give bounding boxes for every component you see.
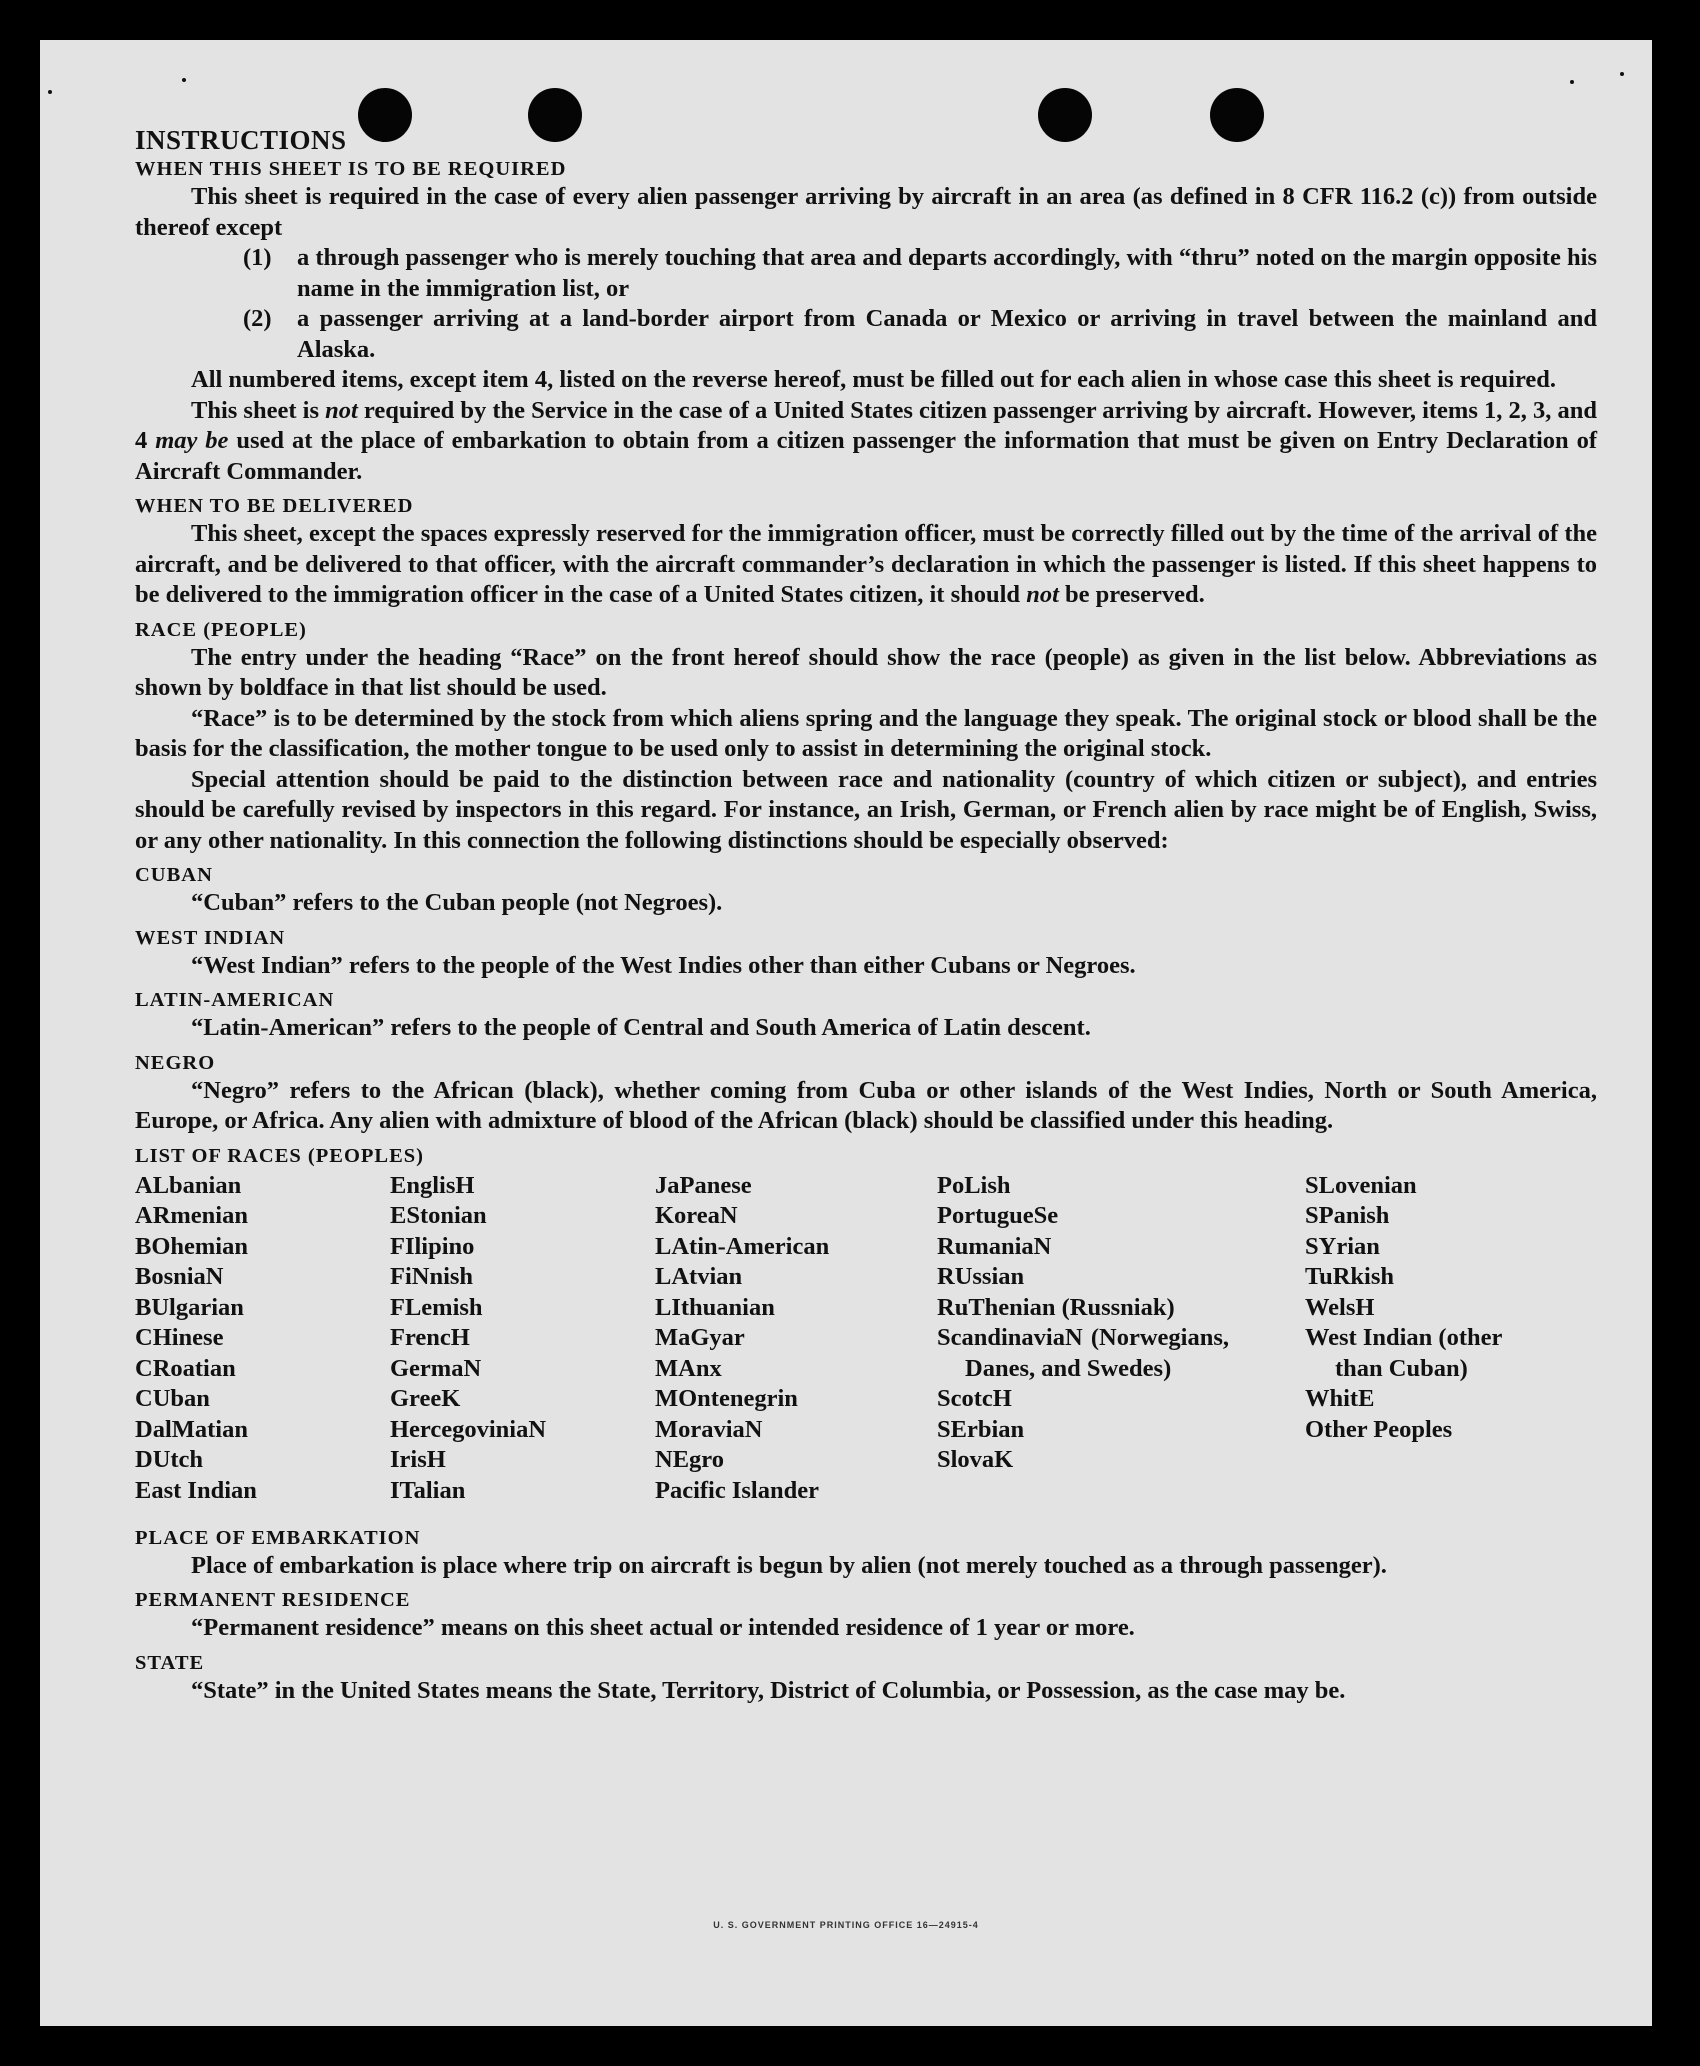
list-item: FLemish — [390, 1293, 483, 1321]
list-item: West Indian (other than Cuban) — [1305, 1324, 1502, 1382]
list-item: JaPanese — [655, 1171, 752, 1199]
paragraph: This sheet is required in the case of every alien passenger arriving by aircraft in an area (as defined in 8 CFR 116.2 (c)) from outside thereof except — [135, 183, 1597, 241]
list-item: MaGyar — [655, 1324, 745, 1351]
list-item: SLovenian — [1305, 1171, 1417, 1199]
section-heading-negro: NEGRO — [135, 1051, 216, 1074]
races-list — [135, 1171, 1597, 1519]
list-item: LAtin-American — [655, 1232, 830, 1260]
list-item: PoLish — [937, 1171, 1011, 1199]
list-item: KoreaN — [655, 1202, 738, 1229]
list-item: FIlipino — [390, 1232, 475, 1260]
speck — [182, 78, 186, 82]
races-column-1 — [135, 1171, 355, 1507]
list-item: FiNnish — [390, 1263, 474, 1290]
list-item: RUssian — [937, 1263, 1025, 1290]
item-number: (2) — [243, 305, 272, 332]
speck — [1570, 80, 1574, 84]
list-item: ScotcH — [937, 1385, 1012, 1412]
paragraph: “Permanent residence” means on this sheet actual or intended residence of 1 year or more. — [191, 1614, 1135, 1641]
section-heading-residence: PERMANENT RESIDENCE — [135, 1589, 411, 1611]
speck — [1620, 72, 1624, 76]
list-item: SlovaK — [937, 1446, 1014, 1473]
paragraph: “Negro” refers to the African (black), whether coming from Cuba or other islands of the West Indies, North or South America, Europe, or Africa. Any alien with admixture of blood of the African (black) should be classified under this heading. — [135, 1076, 1597, 1134]
section-heading-list-of-races: LIST OF RACES (PEOPLES) — [135, 1144, 424, 1167]
list-item: SYrian — [1305, 1232, 1380, 1260]
document-sheet — [40, 40, 1652, 2026]
printer-imprint: U. S. GOVERNMENT PRINTING OFFICE 16—24915-4 — [713, 1920, 979, 1930]
paragraph: “State” in the United States means the State, Territory, District of Columbia, or Possession, as the case may be. — [191, 1676, 1346, 1704]
list-item: MoraviaN — [655, 1415, 763, 1443]
paragraph: Special attention should be paid to the distinction between race and nationality (country of which citizen or subject), and entries should be carefully revised by inspectors in this regard. For instance, an Irish, German, or French alien by race might be of English, Swiss, or any other nationality. In this connection the following distinctions should be especially observed: — [135, 765, 1597, 854]
list-item: Other Peoples — [1305, 1415, 1453, 1443]
list-item: IrisH — [390, 1446, 446, 1473]
section-heading-state: STATE — [135, 1651, 205, 1674]
list-item: FrencH — [390, 1324, 470, 1351]
list-item: LIthuanian — [655, 1293, 775, 1321]
list-item: MOntenegrin — [655, 1385, 798, 1412]
list-item: ALbanian — [135, 1171, 242, 1199]
list-item: ScandinaviaN (Norwegians, Danes, and Swedes) — [937, 1324, 1229, 1382]
list-item: BUlgarian — [135, 1293, 244, 1321]
section-heading-embarkation: PLACE OF EMBARKATION — [135, 1526, 421, 1549]
list-item: WhitE — [1305, 1385, 1375, 1412]
list-item: DUtch — [135, 1446, 204, 1473]
paragraph: “Race” is to be determined by the stock from which aliens spring and the language they speak. The original stock or blood shall be the basis for the classification, the mother tongue to be used only to assist in determining the original stock. — [135, 704, 1597, 762]
list-item: DalMatian — [135, 1415, 248, 1443]
list-item — [135, 304, 1597, 365]
paragraph: This sheet, except the spaces expressly reserved for the immigration officer, must be correctly filled out by the time of the arrival of the aircraft, and be delivered to that officer, with the aircraft commander’s declaration in which the passenger is listed. If this sheet happens to be delivered to the immigration officer in the case of a United States citizen, it should not be preserved. — [135, 520, 1597, 608]
list-item: CHinese — [135, 1324, 224, 1351]
item-text: a through passenger who is merely touching that area and departs accordingly, with “thru” noted on the margin opposite his name in the immigration list, or — [297, 244, 1597, 302]
paragraph: The entry under the heading “Race” on the front hereof should show the race (people) as given in the list below. Abbreviations as shown by boldface in that list should be used. — [135, 643, 1597, 701]
list-item: NEgro — [655, 1446, 724, 1473]
list-item: TuRkish — [1305, 1263, 1395, 1290]
list-item: BOhemian — [135, 1232, 248, 1260]
races-column-4 — [937, 1171, 1229, 1476]
list-item: LAtvian — [655, 1263, 743, 1290]
list-item: ARmenian — [135, 1202, 248, 1229]
section-heading-required: WHEN THIS SHEET IS TO BE REQUIRED — [135, 158, 567, 180]
list-item: RumaniaN — [937, 1232, 1052, 1260]
list-item: Pacific Islander — [655, 1476, 819, 1504]
list-item: East Indian — [135, 1476, 257, 1504]
races-column-5 — [1305, 1171, 1555, 1446]
list-item: SPanish — [1305, 1202, 1390, 1229]
instructions-body — [135, 124, 1597, 1706]
list-item: HercegoviniaN — [390, 1415, 547, 1443]
races-column-3 — [655, 1171, 895, 1507]
list-item: BosniaN — [135, 1263, 224, 1290]
races-column-2 — [390, 1171, 610, 1507]
list-item: GreeK — [390, 1385, 461, 1412]
speck — [48, 90, 52, 94]
list-item: SErbian — [937, 1415, 1025, 1443]
item-number: (1) — [243, 244, 272, 271]
list-item: CRoatian — [135, 1354, 236, 1382]
paragraph: This sheet is not required by the Service in the case of a United States citizen passenger arriving by aircraft. However, items 1, 2, 3, and 4 may be used at the place of embarkation to obtain from a citizen passenger the information that must be given on Entry Declaration of Aircraft Commander. — [135, 396, 1598, 485]
list-item: MAnx — [655, 1354, 722, 1382]
list-item: GermaN — [390, 1354, 482, 1382]
section-heading-latin-american: LATIN-AMERICAN — [135, 989, 335, 1011]
paragraph: All numbered items, except item 4, listed on the reverse hereof, must be filled out for each alien in whose case this sheet is required. — [191, 366, 1557, 393]
list-item — [135, 243, 1597, 304]
list-item: RuThenian (Russniak) — [937, 1293, 1175, 1321]
page-title: INSTRUCTIONS — [135, 125, 347, 155]
list-item: EnglisH — [390, 1171, 475, 1199]
list-item: PortugueSe — [937, 1202, 1059, 1229]
list-item: WelsH — [1305, 1293, 1375, 1321]
paragraph: “West Indian” refers to the people of the West Indies other than either Cubans or Negroes. — [191, 951, 1136, 979]
list-item: EStonian — [390, 1202, 487, 1229]
list-item: CUban — [135, 1385, 210, 1412]
item-text: a passenger arriving at a land-border airport from Canada or Mexico or arriving in travel between the mainland and Alaska. — [297, 305, 1597, 363]
section-heading-delivered: WHEN TO BE DELIVERED — [135, 495, 414, 517]
paragraph: “Latin-American” refers to the people of Central and South America of Latin descent. — [191, 1014, 1091, 1041]
section-heading-cuban: CUBAN — [135, 864, 213, 886]
section-heading-west-indian: WEST INDIAN — [135, 926, 286, 949]
paragraph: “Cuban” refers to the Cuban people (not Negroes). — [191, 889, 723, 916]
paragraph: Place of embarkation is place where trip on aircraft is begun by alien (not merely touched as a through passenger). — [191, 1551, 1387, 1579]
list-item: ITalian — [390, 1476, 466, 1504]
section-heading-race: RACE (PEOPLE) — [135, 618, 307, 641]
